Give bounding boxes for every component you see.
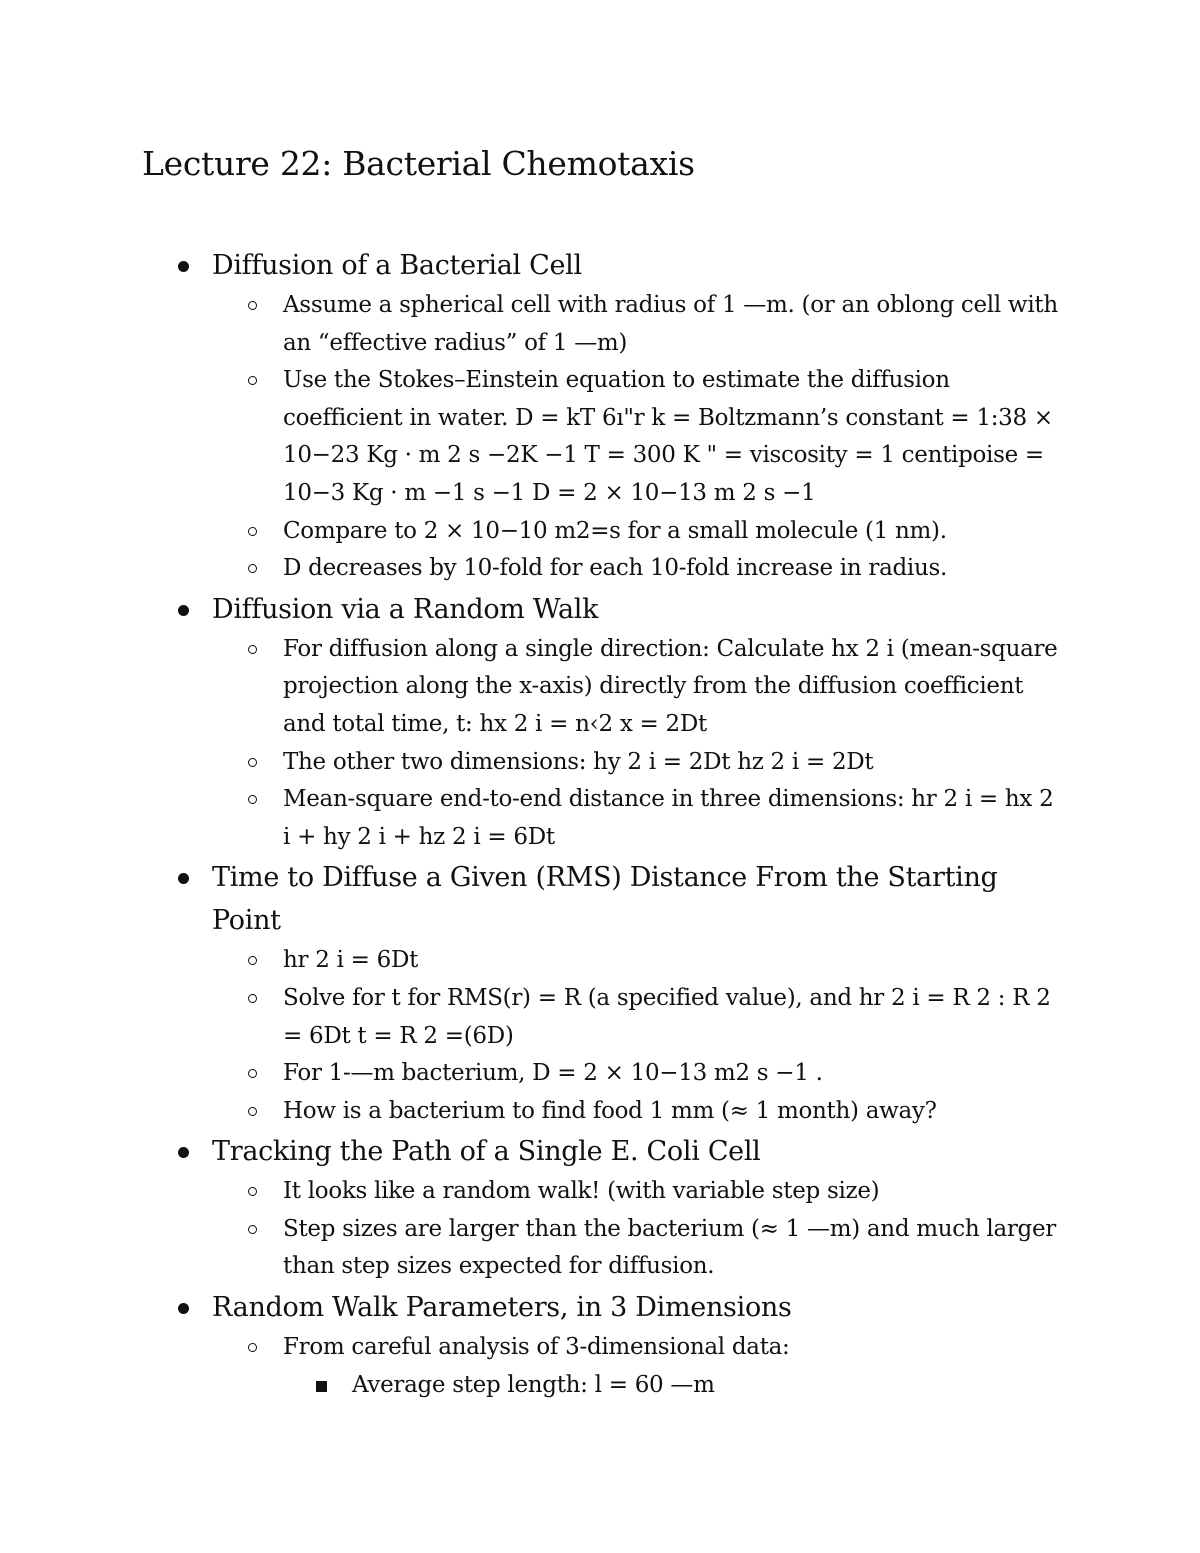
hollow-circle-bullet-icon: [248, 564, 257, 573]
section-heading-diffusion-bacterial-cell: [0, 244, 1012, 287]
list-item: [0, 1055, 1063, 1093]
list-item-text: Use the Stokes–Einstein equation to estimate the diffusion coefficient in water. D = kT 6ı"r k = Boltzmann’s constant = 1:38 × 10−23 Kg · m 2 s −2K −1 T = 300 K " = viscosity = 1 centipoise = 10−3 Kg · m −1 s −1 D = 2 × 10−13 m 2 s −1: [283, 367, 1053, 506]
section-heading-time-to-diffuse: [0, 856, 1012, 942]
page-title: Lecture 22: Bacterial Chemotaxis: [142, 144, 695, 183]
hollow-circle-bullet-icon: [248, 1107, 257, 1116]
list-item: [0, 1329, 1063, 1367]
section-heading-text: Diffusion of a Bacterial Cell: [212, 250, 582, 281]
list-item-text: Assume a spherical cell with radius of 1 —m. (or an oblong cell with an “effective radius” of 1 —m): [283, 292, 1058, 356]
list-item: [0, 980, 1063, 1055]
list-item-text: The other two dimensions: hy 2 i = 2Dt hz 2 i = 2Dt: [283, 748, 874, 775]
list-item-text: hr 2 i = 6Dt: [283, 947, 419, 974]
hollow-circle-bullet-icon: [248, 1343, 257, 1352]
hollow-circle-bullet-icon: [248, 376, 257, 385]
section-heading-text: Diffusion via a Random Walk: [212, 593, 599, 625]
list-item: [0, 942, 1063, 980]
filled-square-bullet-icon: [316, 1381, 327, 1392]
section-heading-random-walk: [0, 588, 1012, 631]
section-heading-random-walk-parameters: [0, 1286, 1012, 1329]
list-item-text: Mean-square end-to-end distance in three dimensions: hr 2 i = hx 2 i + hy 2 i + hz 2 i = 6Dt: [283, 786, 1054, 850]
list-item-text: How is a bacterium to find food 1 mm (≈ 1 month) away?: [283, 1097, 937, 1124]
list-item: [0, 1211, 1063, 1286]
section-heading-text: Tracking the Path of a Single E. Coli Cell: [212, 1136, 761, 1168]
sub-list-item-text: Average step length: l = 60 —m: [352, 1371, 715, 1398]
list-item-text: For diffusion along a single direction: Calculate hx 2 i (mean-square projection along the x-axis) directly from the diffusion coefficient and total time, t: hx 2 i = n‹2 x = 2Dt: [283, 635, 1058, 737]
hollow-circle-bullet-icon: [248, 1187, 257, 1196]
section-heading-text: Random Walk Parameters, in 3 Dimensions: [212, 1292, 792, 1324]
hollow-circle-bullet-icon: [248, 645, 257, 654]
hollow-circle-bullet-icon: [248, 1069, 257, 1078]
filled-circle-bullet-icon: [178, 873, 189, 884]
list-item-text: For 1-—m bacterium, D = 2 × 10−13 m2 s −1 .: [283, 1060, 823, 1087]
list-item: [0, 513, 1063, 551]
hollow-circle-bullet-icon: [248, 758, 257, 767]
filled-circle-bullet-icon: [178, 605, 189, 616]
list-item: [0, 362, 1063, 512]
list-item-text: It looks like a random walk! (with variable step size): [283, 1178, 880, 1205]
sub-list-item: [0, 1367, 1052, 1405]
hollow-circle-bullet-icon: [248, 795, 257, 804]
list-item: [0, 550, 1063, 588]
list-item-text: From careful analysis of 3-dimensional data:: [283, 1334, 790, 1361]
lecture-outline: [0, 244, 1200, 1404]
filled-circle-bullet-icon: [178, 1147, 189, 1158]
hollow-circle-bullet-icon: [248, 1225, 257, 1234]
hollow-circle-bullet-icon: [248, 956, 257, 965]
section-heading-text: Time to Diffuse a Given (RMS) Distance From the Starting Point: [212, 862, 998, 937]
hollow-circle-bullet-icon: [248, 301, 257, 310]
list-item: [0, 287, 1063, 362]
list-item-text: Step sizes are larger than the bacterium (≈ 1 —m) and much larger than step sizes expected for diffusion.: [283, 1215, 1056, 1280]
list-item: [0, 1173, 1063, 1211]
list-item-text: Solve for t for RMS(r) = R (a specified value), and hr 2 i = R 2 : R 2 = 6Dt t = R 2 =(6D): [283, 984, 1051, 1049]
list-item: [0, 1093, 1063, 1131]
list-item-text: D decreases by 10-fold for each 10-fold increase in radius.: [283, 555, 948, 582]
list-item: [0, 781, 1063, 856]
filled-circle-bullet-icon: [178, 1303, 189, 1314]
hollow-circle-bullet-icon: [248, 527, 257, 536]
list-item-text: Compare to 2 × 10−10 m2=s for a small molecule (1 nm).: [283, 517, 947, 544]
list-item: [0, 744, 1063, 782]
filled-circle-bullet-icon: [178, 261, 189, 272]
section-heading-tracking-path: [0, 1130, 1012, 1173]
list-item: [0, 631, 1063, 744]
hollow-circle-bullet-icon: [248, 994, 257, 1003]
